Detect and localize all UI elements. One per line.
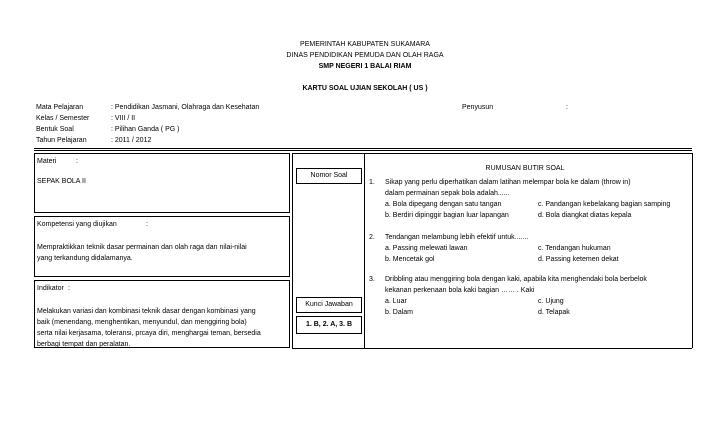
- q2-option-d: d. Passing ketemen dekat: [538, 256, 619, 263]
- q1-line1: Sikap yang perlu diperhatikan dalam latihan melempar bola ke dalam (throw in): [385, 179, 631, 186]
- q1-num: 1.: [369, 179, 375, 186]
- kompetensi-label: Kompetensi yang diujikan: [37, 221, 117, 228]
- card-title: KARTU SOAL UJIAN SEKOLAH ( US ): [302, 85, 428, 92]
- kompetensi-line2: yang terkandung didalamanya.: [37, 255, 133, 262]
- rumusan-heading: RUMUSAN BUTIR SOAL: [485, 165, 565, 172]
- q3-line2: kekanan perkenaan bola kaki bagian …… . Kaki: [385, 287, 535, 294]
- kompetensi-colon: :: [146, 221, 148, 228]
- q2-num: 2.: [369, 234, 375, 241]
- kunci-jawaban-label: Kunci Jawaban: [305, 301, 353, 308]
- right-border-bottom: [292, 348, 692, 349]
- info-value-kelas: : VIII / II: [111, 115, 136, 122]
- q3-option-a: a. Luar: [385, 298, 407, 305]
- materi-value: SEPAK BOLA II: [37, 178, 86, 185]
- penyusun-colon: :: [566, 104, 568, 111]
- q3-option-c: c. Ujung: [538, 298, 564, 305]
- info-value-bentuk: : Pilihan Ganda ( PG ): [111, 126, 180, 133]
- q1-option-b: b. Berdiri dipinggir bagian luar lapangan: [385, 212, 509, 219]
- header-line2: DINAS PENDIDIKAN PEMUDA DAN OLAH RAGA: [286, 52, 444, 59]
- header-line1: PEMERINTAH KABUPATEN SUKAMARA: [300, 41, 430, 48]
- info-label-tahun: Tahun Pelajaran: [36, 137, 87, 144]
- info-label-bentuk: Bentuk Soal: [36, 126, 74, 133]
- penyusun-label: Penyusun: [462, 104, 494, 111]
- q1-line2: dalam permainan sepak bola adalah......: [385, 190, 510, 197]
- q2-line1: Tendangan melambung lebih efektif untuk.......: [385, 234, 529, 241]
- materi-colon: :: [76, 158, 78, 165]
- q2-option-c: c. Tendangan hukuman: [538, 245, 611, 252]
- indikator-line2: baik (menendang, menghentikan, menyundul, dan menggiring bola): [37, 319, 247, 326]
- kompetensi-line1: Mempraktikkan teknik dasar permainan dan olah raga dan nilai-nilai: [37, 244, 247, 251]
- materi-label: Materi: [37, 158, 57, 165]
- q3-num: 3.: [369, 276, 375, 283]
- info-label-mapel: Mata Pelajaran: [36, 104, 84, 111]
- indikator-line4: berbagi tempat dan peralatan.: [37, 341, 131, 348]
- info-value-mapel: : Pendidikan Jasmani, Olahraga dan Kesehatan: [111, 104, 260, 111]
- middle-border-left: [292, 153, 293, 348]
- nomor-soal-label: Nomor Soal: [310, 172, 348, 179]
- q1-option-d: d. Bola diangkat diatas kepala: [538, 212, 632, 219]
- kunci-value: 1. B, 2. A, 3. B: [305, 321, 353, 328]
- q2-option-a: a. Passing melewati lawan: [385, 245, 468, 252]
- right-border-top: [292, 153, 692, 154]
- indikator-line3: serta nilai kerjasama, toleransi, prcaya diri, menghargai teman, bersedia: [37, 330, 261, 337]
- q1-option-a: a. Bola dipegang dengan satu tangan: [385, 201, 502, 208]
- q3-line1: Dribbling atau menggiring bola dengan kaki, apabila kita menghendaki bola berbelok: [385, 276, 647, 283]
- right-border-left: [364, 153, 365, 348]
- q1-option-c: c. Pandangan kebelakang bagian samping: [538, 201, 671, 208]
- indikator-colon: :: [68, 285, 70, 292]
- header-line3: SMP NEGERI 1 BALAI RIAM: [318, 63, 412, 70]
- separator-line: [34, 148, 692, 151]
- info-label-kelas: Kelas / Semester: [36, 115, 90, 122]
- right-border-right: [692, 153, 693, 348]
- q3-option-d: d. Telapak: [538, 309, 570, 316]
- q2-option-b: b. Mencetak gol: [385, 256, 435, 263]
- indikator-label: Indikator: [37, 285, 64, 292]
- indikator-line1: Melakukan variasi dan kombinasi teknik dasar dengan kombinasi yang: [37, 308, 256, 315]
- q3-option-b: b. Dalam: [385, 309, 414, 316]
- info-value-tahun: : 2011 / 2012: [111, 137, 152, 144]
